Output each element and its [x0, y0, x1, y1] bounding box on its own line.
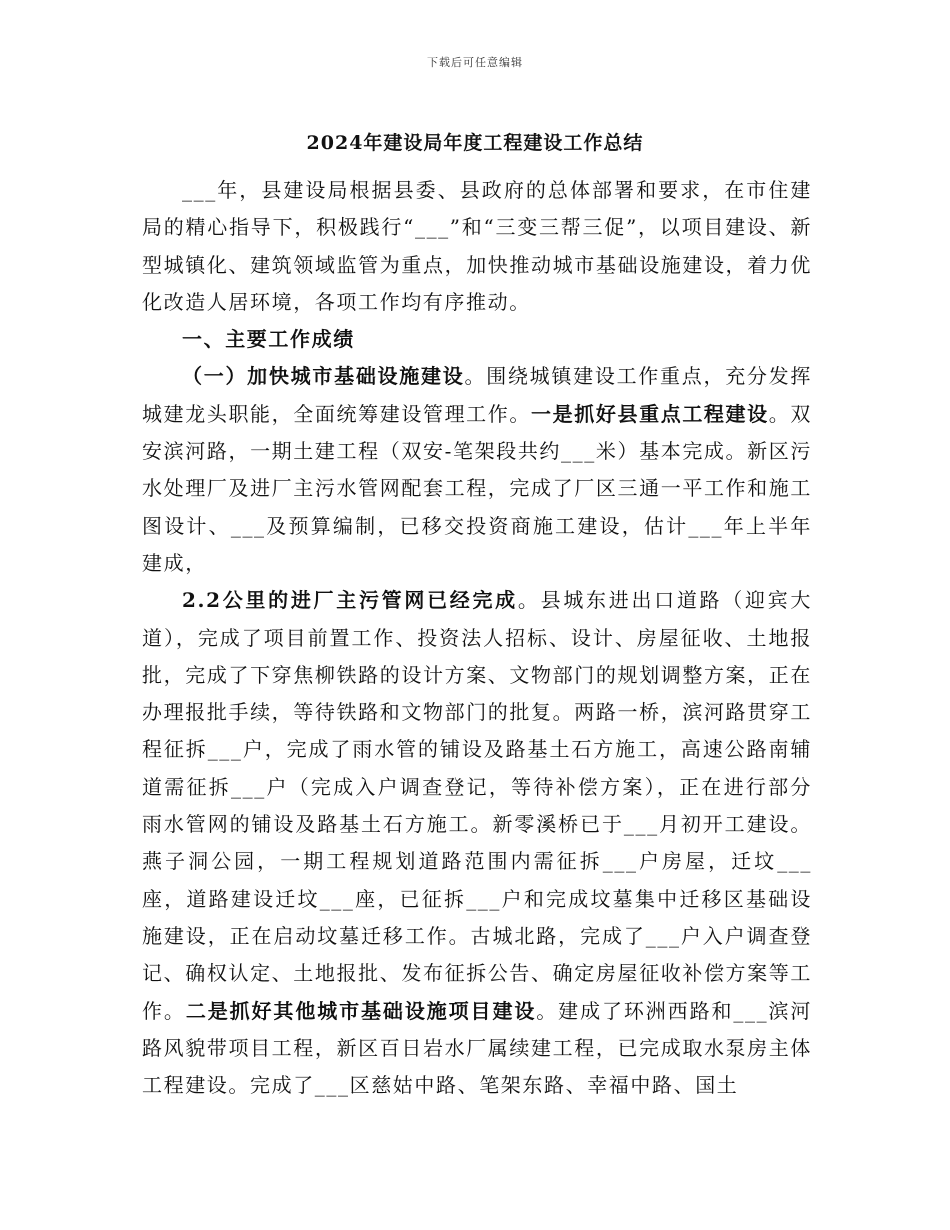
subsection-paragraph	[142, 358, 812, 582]
subsection-heading: （一）加快城市基础设施建设	[182, 364, 465, 389]
paragraph-text: 。围绕城镇建设工作重点，充分发挥城建龙头职能，全面统筹建设管理工作。	[142, 364, 812, 426]
paragraph-text: 。建成了环洲西路和___滨河路风貌带项目工程，新区百日岩水厂属续建工程，已完成取水泵房主体工程建设。完成了___区慈姑中路、笔架东路、幸福中路、国土	[142, 998, 812, 1098]
paragraph-text: 。县城东进出口道路（迎宾大道），完成了项目前置工作、投资法人招标、设计、房屋征收、土地报批，完成了下穿焦柳铁路的设计方案、文物部门的规划调整方案，正在办理报批手续，等待铁路和文物部门的批复。两路一桥，滨河路贯穿工程征拆___户，完成了雨水管的铺设及路基土石方施工，高速公路南辅道需征拆___户（完成入户调查登记，等待补偿方案），正在进行部分雨水管网的铺设及路基土石方施工。新零溪桥已于___月初开工建设。燕子洞公园，一期工程规划道路范围内需征拆___户房屋，迁坟___座，道路建设迁坟___座，已征拆___户和完成坟墓集中迁移区基础设施建设，正在启动坟墓迁移工作。古城北路，完成了___户入户调查登记、确权认定、土地报批、发布征拆公告、确定房屋征收补偿方案等工作。	[142, 588, 812, 1023]
page-title: 2024年建设局年度工程建设工作总结	[306, 132, 644, 154]
bold-phrase: 二是抓好其他城市基础设施项目建设	[185, 998, 537, 1023]
bold-phrase: 一是抓好县重点工程建设	[531, 401, 769, 426]
body-paragraph	[142, 582, 812, 1104]
paragraph-text: 。双安滨河路，一期土建工程（双安-笔架段共约___米）基本完成。新区污水处理厂及进厂主污水管网配套工程，完成了厂区三通一平工作和施工图设计、___及预算编制，已移交投资商施工建设，估计___年上半年建成，	[142, 401, 812, 575]
intro-paragraph: ___年，县建设局根据县委、县政府的总体部署和要求，在市住建局的精心指导下，积极践行“___”和“三变三帮三促”，以项目建设、新型城镇化、建筑领域监管为重点，加快推动城市基础设施建设，着力优化改造人居环境，各项工作均有序推动。	[142, 178, 812, 314]
bold-phrase: 2.2公里的进厂主污管网已经完成	[182, 588, 518, 613]
section-heading: 一、主要工作成绩	[182, 327, 355, 352]
document-body	[142, 172, 812, 1104]
header-note: 下载后可任意编辑	[427, 56, 523, 69]
